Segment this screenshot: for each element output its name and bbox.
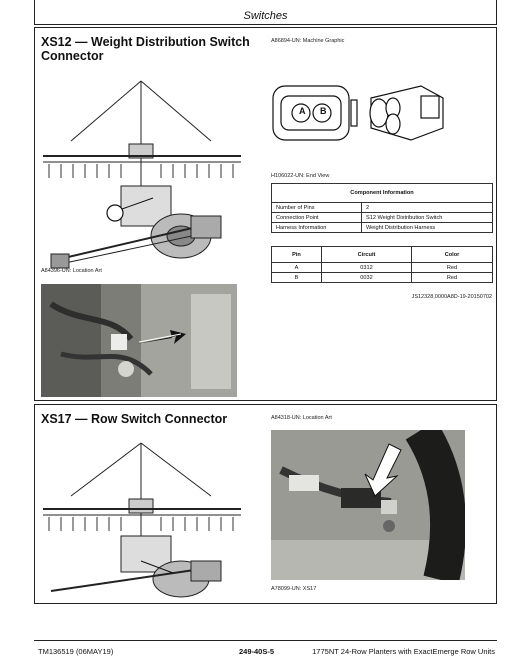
- table-cell: 0312: [322, 263, 412, 273]
- table-row: [272, 213, 493, 223]
- reference-id: JS12328,0000A8D-19-20150702: [411, 294, 492, 300]
- component-info-heading: Component Information: [272, 184, 493, 203]
- table-row: [272, 263, 493, 273]
- page-title: Switches: [243, 10, 288, 22]
- table-cell: Red: [412, 263, 493, 273]
- table-cell: 2: [362, 203, 493, 213]
- table-cell: Number of Pins: [272, 203, 362, 213]
- table-row: [272, 247, 493, 263]
- xs17-photo-caption: A78099-UN: XS17: [271, 586, 317, 592]
- table-cell: Red: [412, 273, 493, 283]
- table-cell: 0032: [322, 273, 412, 283]
- table-row: [272, 223, 493, 233]
- table-cell: Connection Point: [272, 213, 362, 223]
- table-cell: Harness Information: [272, 223, 362, 233]
- planter-machine-graphic: [41, 76, 256, 276]
- pin-b-label: B: [320, 106, 327, 116]
- end-view-caption: H106022-UN: End View: [271, 173, 330, 179]
- table-row: [272, 203, 493, 213]
- component-info-table: [271, 183, 493, 233]
- xs17-title: XS17 — Row Switch Connector: [41, 412, 228, 426]
- planter-location-graphic: [41, 441, 256, 599]
- table-cell: S12 Weight Distribution Switch: [362, 213, 493, 223]
- footer-manual-title: 1775NT 24-Row Planters with ExactEmerge Row Units: [312, 647, 495, 656]
- xs17-section: [34, 404, 497, 604]
- table-row: [272, 273, 493, 283]
- table-header: Color: [412, 247, 493, 263]
- xs17-location-caption: A84318-UN: Location Art: [271, 415, 332, 421]
- xs17-photo: [271, 430, 465, 580]
- xs12-section: [34, 27, 497, 401]
- table-header: Circuit: [322, 247, 412, 263]
- footer-doc-id: TM136519 (06MAY19): [38, 647, 114, 656]
- xs12-location-caption: A84396-UN: Location Art: [41, 268, 102, 274]
- table-cell: Weight Distribution Harness: [362, 223, 493, 233]
- footer-page-number: 249-40S-5: [239, 647, 275, 656]
- connector-end-view-graphic: [271, 78, 447, 148]
- pin-a-label: A: [299, 106, 306, 116]
- pin-table: [271, 246, 493, 283]
- table-header: Pin: [272, 247, 322, 263]
- table-cell: A: [272, 263, 322, 273]
- xs12-location-photo: [41, 284, 237, 397]
- table-row: [272, 184, 493, 203]
- page-header: [34, 0, 497, 25]
- table-cell: B: [272, 273, 322, 283]
- machine-graphic-caption: A86894-UN: Machine Graphic: [271, 38, 345, 44]
- page-footer: [34, 640, 497, 660]
- xs12-title: XS12 — Weight Distribution Switch Connector: [41, 35, 250, 63]
